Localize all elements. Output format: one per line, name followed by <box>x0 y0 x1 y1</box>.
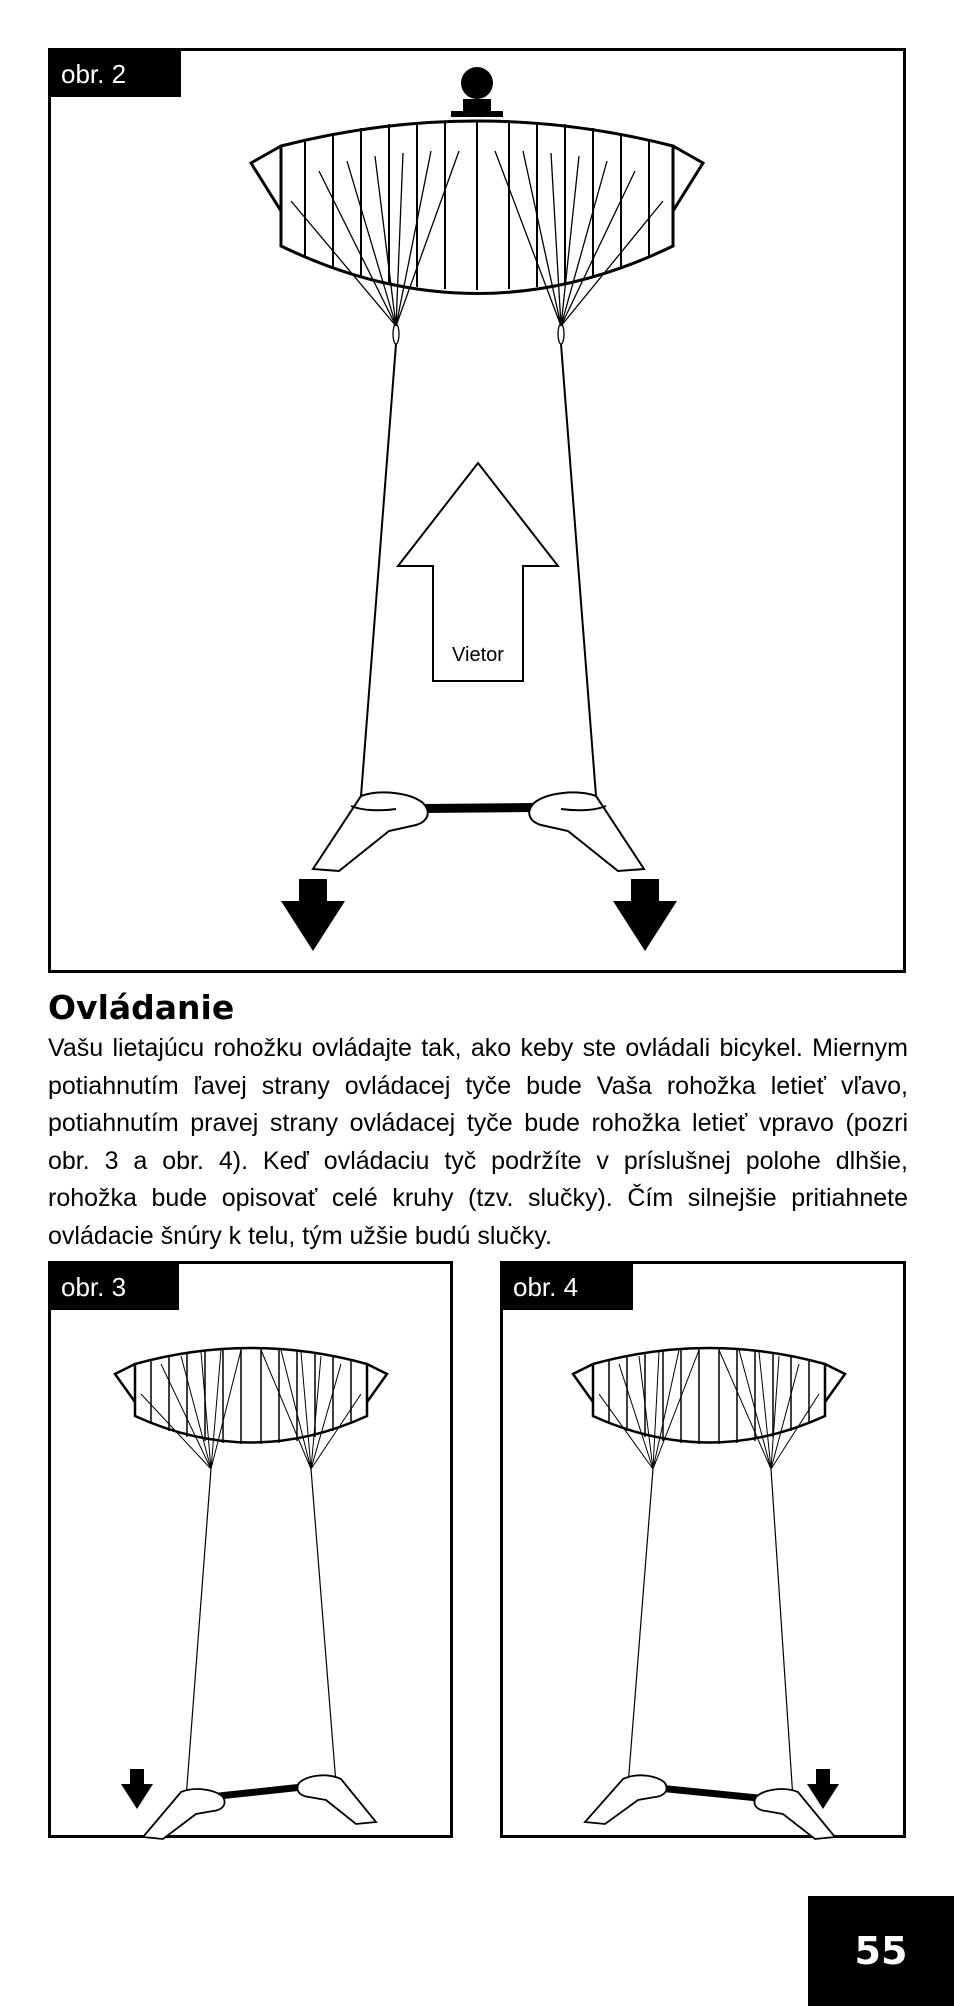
figure-2-label: obr. 2 <box>51 51 181 97</box>
section-body-text: Vašu lietajúcu rohožku ovládajte tak, ako keby ste ovládali bicykel. Miernym potiahnutím ľavej strany ovládacej tyče bude Vaša rohožka letieť vľavo, potiahnutím pravej strany ovládacej tyče bude rohožka letieť vpravo (pozri obr. 3 a obr. 4). Keď ovládaciu tyč podržíte v príslušnej polohe dlhšie, rohožka bude opisovať celé kruhy (tzv. slučky). Čím silnejšie pritiahnete ovládacie šnúry k telu, tým užšie budú slučky. <box>48 1034 908 1250</box>
left-hand-icon <box>313 792 428 871</box>
flying-lines <box>186 1469 336 1799</box>
right-hand-icon <box>297 1775 376 1824</box>
pilot-head-icon <box>451 67 503 117</box>
kite-left-turn-illustration <box>51 1264 456 1841</box>
right-hand-icon <box>529 792 644 871</box>
flying-lines <box>628 1469 793 1799</box>
figure-2 <box>48 48 906 973</box>
wind-label: Vietor <box>452 644 504 666</box>
kite-canopy <box>573 1348 845 1443</box>
figure-3-label: obr. 3 <box>51 1264 179 1310</box>
figure-4 <box>500 1261 906 1838</box>
kite-right-turn-illustration <box>503 1264 909 1841</box>
left-hand-icon <box>143 1789 225 1839</box>
kite-wind-illustration <box>51 51 909 976</box>
figure-4-label: obr. 4 <box>503 1264 633 1310</box>
pull-right-arrow-icon <box>807 1769 839 1809</box>
pull-left-arrow-icon <box>281 879 345 951</box>
left-hand-icon <box>585 1775 667 1824</box>
kite-canopy <box>115 1348 387 1443</box>
pull-right-arrow-icon <box>613 879 677 951</box>
page-number: 55 <box>808 1896 954 2006</box>
figure-3 <box>48 1261 453 1838</box>
pull-left-arrow-icon <box>121 1769 153 1809</box>
section-heading: Ovládanie <box>48 988 235 1027</box>
